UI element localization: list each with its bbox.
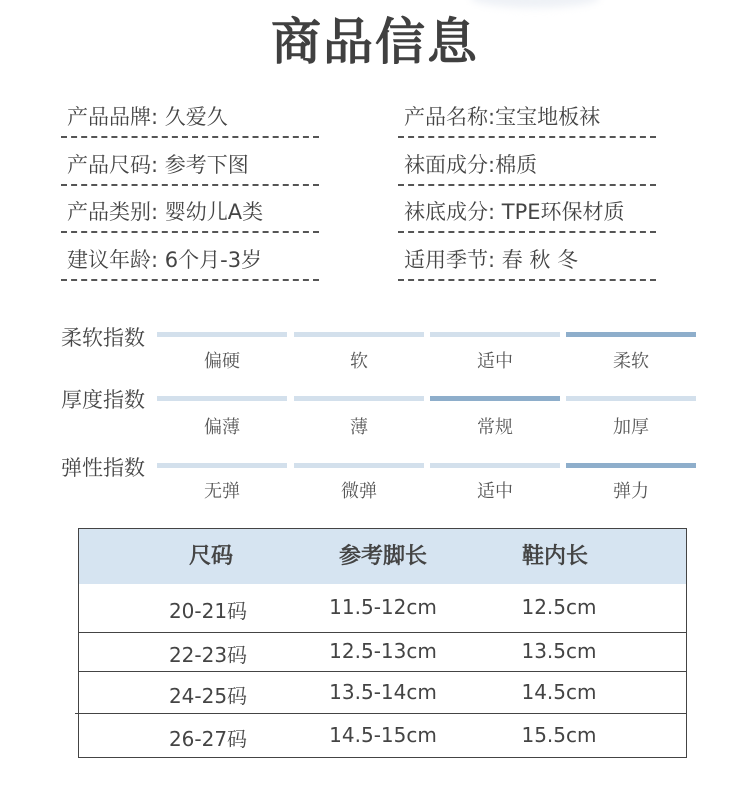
table-cell-foot-length: 13.5-14cm	[329, 680, 437, 704]
table-header-row	[79, 529, 686, 584]
info-sole-material: 袜底成分: TPE环保材质	[398, 193, 656, 233]
table-cell-insole-length: 15.5cm	[521, 723, 597, 747]
table-row-divider	[79, 671, 686, 672]
elasticity-option: 弹力	[613, 481, 649, 502]
info-season: 适用季节: 春 秋 冬	[398, 241, 656, 281]
softness-seg	[566, 332, 696, 337]
thickness-option: 偏薄	[204, 417, 240, 438]
thickness-seg	[294, 396, 424, 401]
table-cell-size: 20-21码	[168, 599, 248, 623]
elasticity-seg	[294, 463, 424, 468]
table-row-divider	[75, 713, 686, 714]
table-header-size: 尺码	[188, 544, 233, 569]
info-name: 产品名称:宝宝地板袜	[398, 98, 656, 138]
size-table	[78, 528, 687, 758]
table-cell-foot-length: 12.5-13cm	[329, 639, 437, 663]
info-brand: 产品品牌: 久爱久	[61, 98, 319, 138]
softness-option: 偏硬	[204, 351, 240, 372]
softness-index-label: 柔软指数	[61, 326, 145, 350]
info-category: 产品类别: 婴幼儿A类	[61, 193, 319, 233]
table-header-insole-length: 鞋内长	[521, 544, 588, 569]
table-cell-insole-length: 13.5cm	[521, 639, 597, 663]
table-cell-insole-length: 14.5cm	[521, 680, 597, 704]
elasticity-option: 适中	[477, 481, 513, 502]
elasticity-index-label: 弹性指数	[61, 456, 145, 480]
info-age: 建议年龄: 6个月-3岁	[61, 241, 319, 281]
softness-option: 适中	[477, 351, 513, 372]
thickness-index-label: 厚度指数	[61, 388, 145, 412]
softness-seg	[294, 332, 424, 337]
info-size: 产品尺码: 参考下图	[61, 146, 319, 186]
elasticity-option: 微弹	[341, 481, 377, 502]
thickness-option: 薄	[350, 417, 368, 438]
softness-option: 柔软	[613, 351, 649, 372]
table-cell-foot-length: 14.5-15cm	[329, 723, 437, 747]
table-cell-size: 26-27码	[168, 727, 248, 751]
thickness-option: 常规	[477, 417, 513, 438]
thickness-option: 加厚	[613, 417, 649, 438]
softness-seg	[157, 332, 287, 337]
table-cell-foot-length: 11.5-12cm	[329, 595, 437, 619]
thickness-seg	[430, 396, 560, 401]
elasticity-seg	[157, 463, 287, 468]
elasticity-seg	[430, 463, 560, 468]
softness-option: 软	[350, 351, 368, 372]
elasticity-seg	[566, 463, 696, 468]
page-title: 商品信息	[271, 13, 479, 71]
table-header-foot-length: 参考脚长	[338, 544, 427, 569]
table-cell-size: 24-25码	[168, 684, 248, 708]
thickness-seg	[157, 396, 287, 401]
thickness-seg	[566, 396, 696, 401]
table-cell-insole-length: 12.5cm	[521, 595, 597, 619]
table-row-divider	[79, 632, 686, 633]
table-cell-size: 22-23码	[168, 643, 248, 667]
softness-seg	[430, 332, 560, 337]
elasticity-option: 无弹	[204, 481, 240, 502]
info-upper-material: 袜面成分:棉质	[398, 146, 656, 186]
